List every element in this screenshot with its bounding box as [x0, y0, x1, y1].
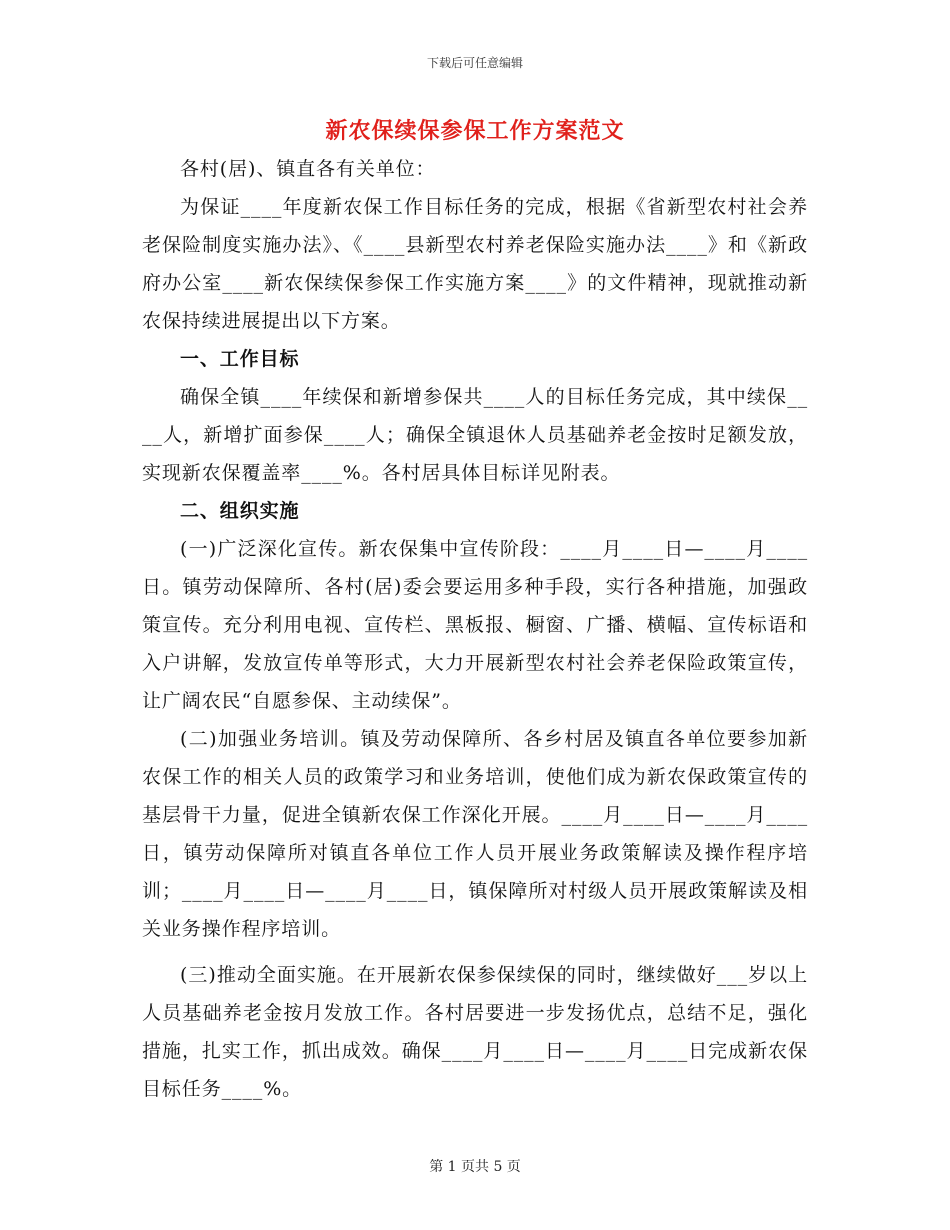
intro-paragraph: 为保证____年度新农保工作目标任务的完成，根据《省新型农村社会养老保险制度实施办法》、《____县新型农村养老保险实施办法____》和《新政府办公室____新农保续保参保工作实施方案____》的文件精神，现就推动新农保持续进展提出以下方案。 — [142, 196, 808, 332]
header-note: 下载后可任意编辑 — [426, 56, 523, 70]
salutation: 各村(居)、镇直各有关单位： — [180, 158, 436, 180]
document-body — [142, 150, 808, 1108]
page-number: 第 1 页共 5 页 — [429, 1159, 521, 1175]
implementation-item-training: (二)加强业务培训。镇及劳动保障所、各乡村居及镇直各单位要参加新农保工作的相关人员的政策学习和业务培训，使他们成为新农保政策宣传的基层骨干力量，促进全镇新农保工作深化开展。____月____日—____月____日，镇劳动保障所对镇直各单位工作人员开展业务政策解读及操作程序培训；____月____日—____月____日，镇保障所对村级人员开展政策解读及相关业务操作程序培训。 — [142, 728, 808, 940]
implementation-item-execution: (三)推动全面实施。在开展新农保参保续保的同时，继续做好___岁以上人员基础养老金按月发放工作。各村居要进一步发扬优点，总结不足，强化措施，扎实工作，抓出成效。确保____月____日—____月____日完成新农保目标任务____%。 — [142, 964, 808, 1100]
section-heading-implementation: 二、组织实施 — [180, 500, 300, 522]
section-heading-goals: 一、工作目标 — [180, 348, 300, 370]
document-title: 新农保续保参保工作方案范文 — [325, 118, 625, 144]
implementation-item-publicity: (一)广泛深化宣传。新农保集中宣传阶段：____月____日—____月____日。镇劳动保障所、各村(居)委会要运用多种手段，实行各种措施，加强政策宣传。充分利用电视、宣传栏、黑板报、橱窗、广播、横幅、宣传标语和入户讲解，发放宣传单等形式，大力开展新型农村社会养老保险政策宣传，让广阔农民“自愿参保、主动续保”。 — [142, 538, 808, 712]
goals-paragraph: 确保全镇____年续保和新增参保共____人的目标任务完成，其中续保____人，新增扩面参保____人；确保全镇退休人员基础养老金按时足额发放，实现新农保覆盖率____%。各村居具体目标详见附表。 — [142, 386, 808, 484]
